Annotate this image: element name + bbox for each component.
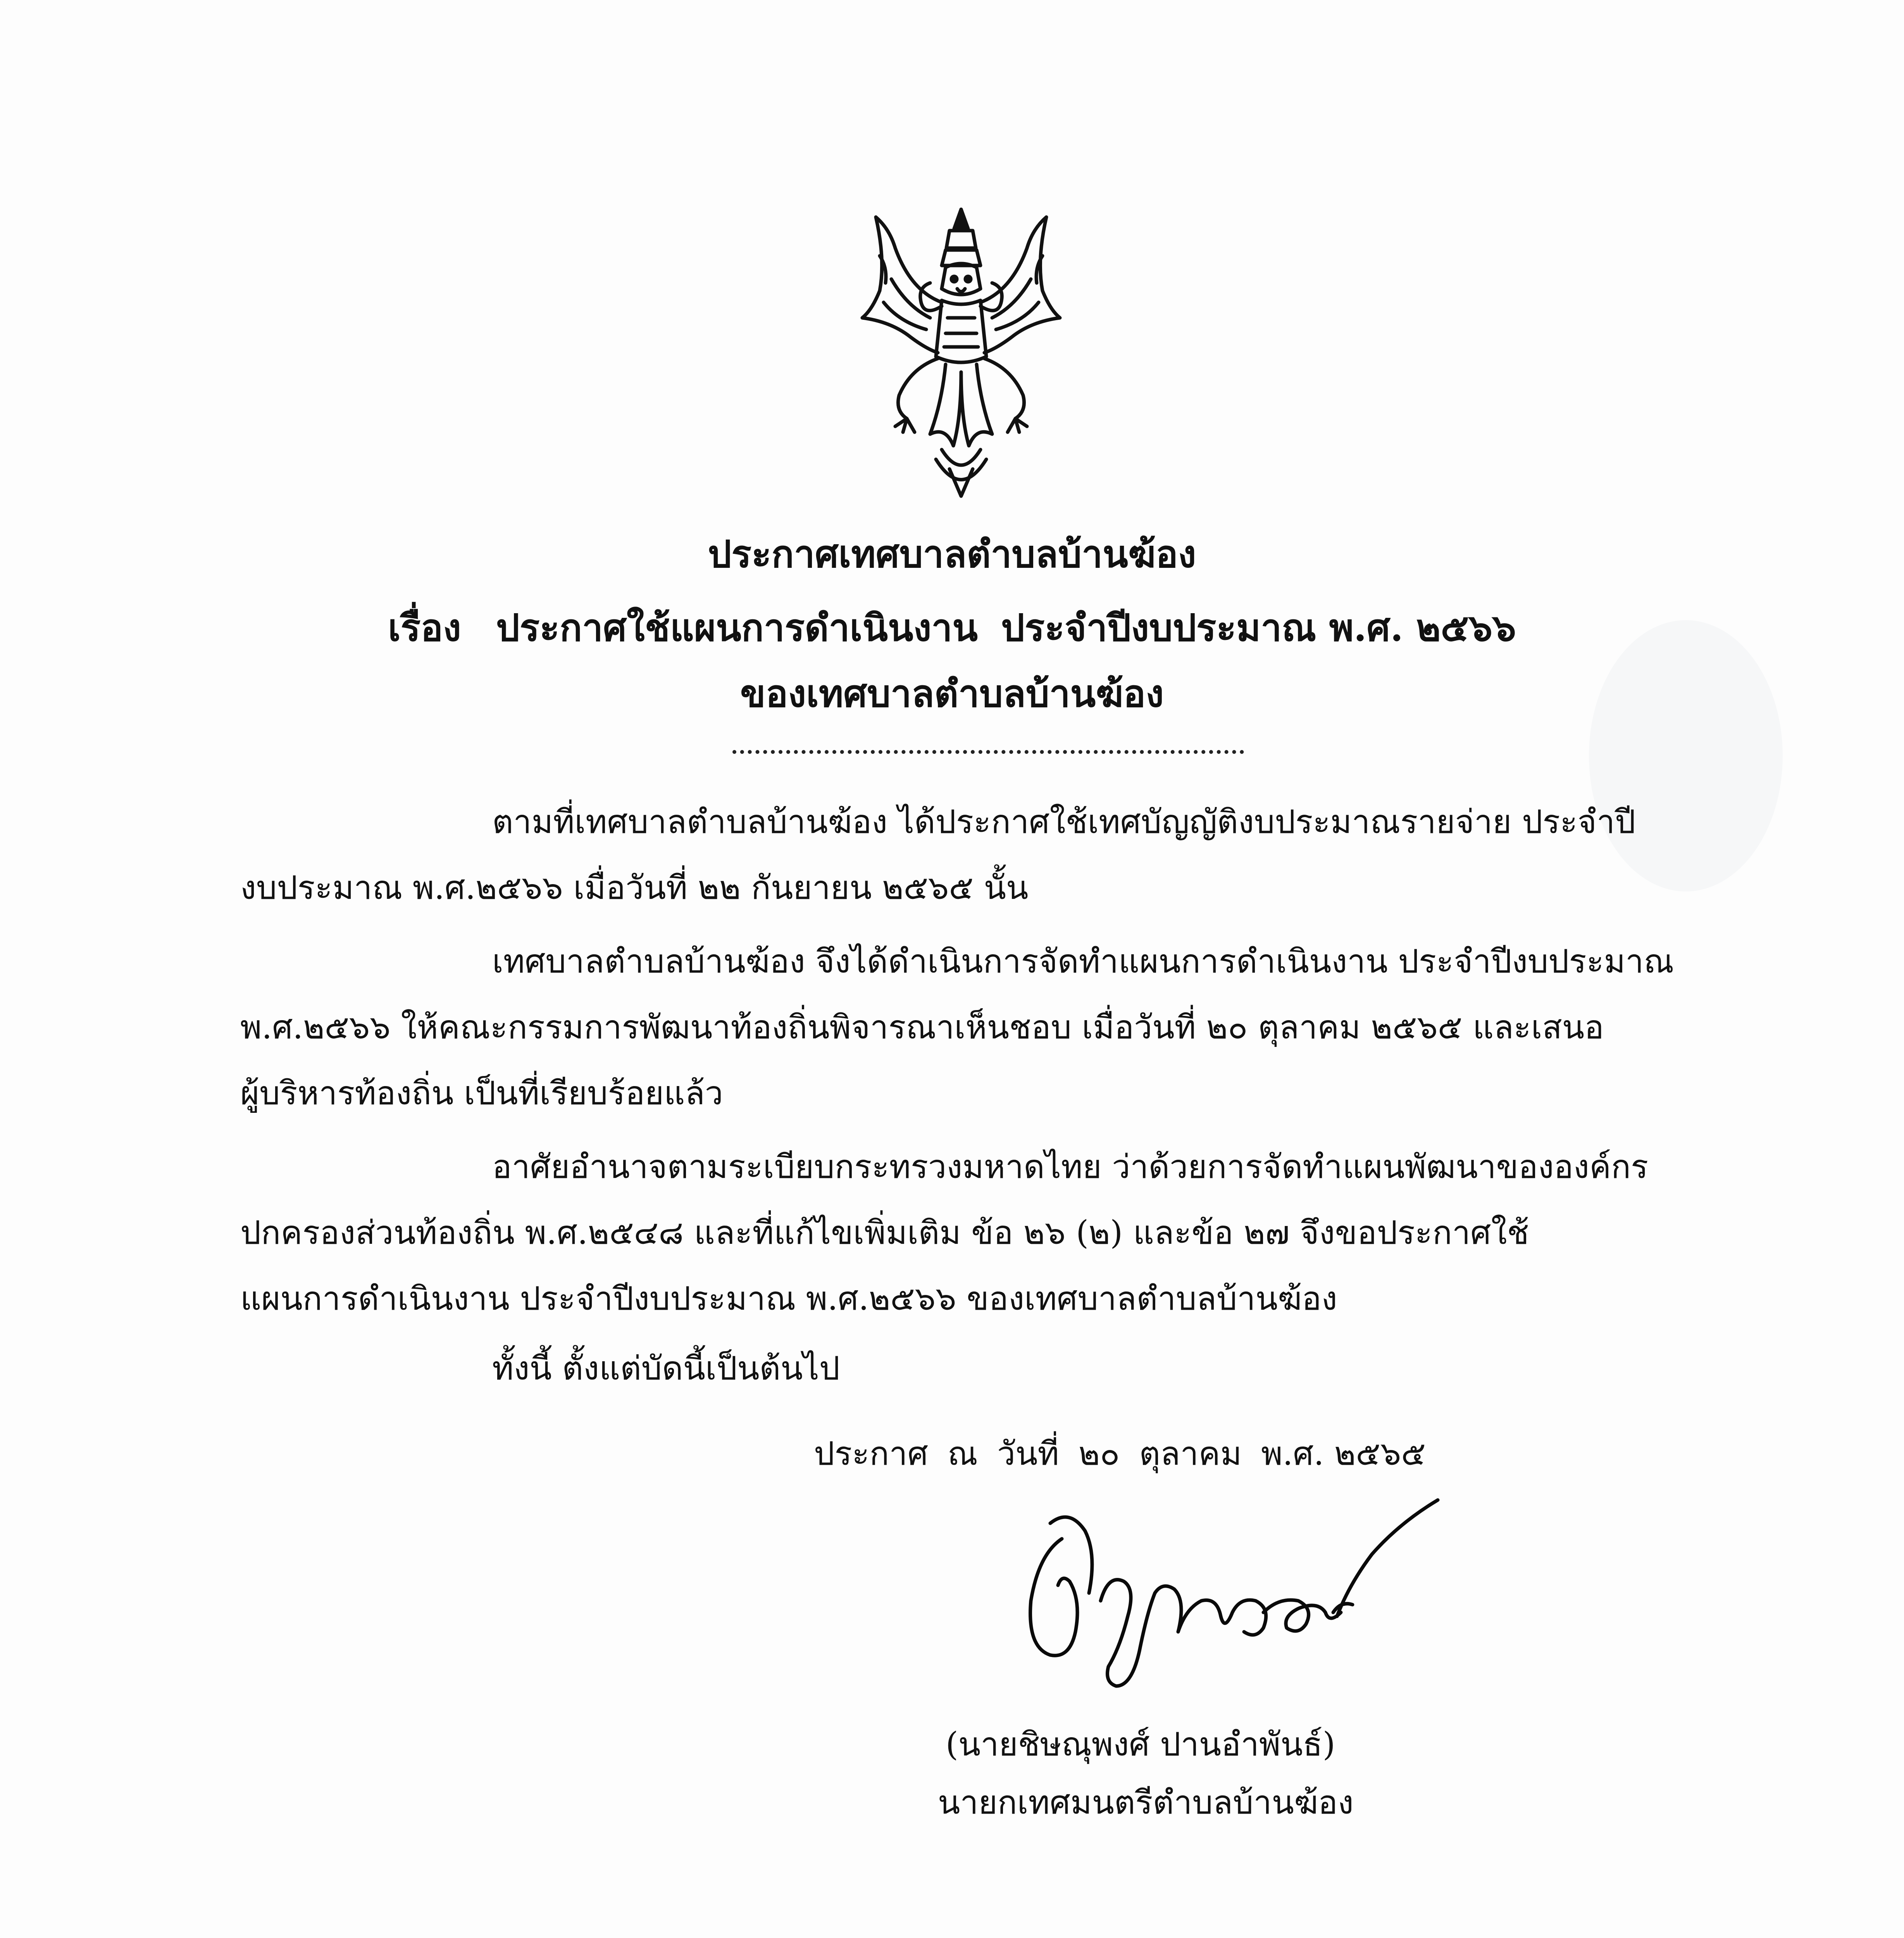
announcement-date [814, 1430, 1426, 1477]
handwritten-signature [992, 1485, 1457, 1733]
garuda-emblem-icon [853, 202, 1070, 504]
dotted-separator [732, 750, 1244, 754]
date-at-word: ณ [947, 1435, 978, 1472]
date-day: ๒๐ [1078, 1435, 1120, 1472]
paragraph-3-line-3: แผนการดำเนินงาน ประจำปีงบประมาณ พ.ศ.๒๕๖๖ ของเทศบาลตำบลบ้านฆ้อง [240, 1279, 1337, 1317]
date-year: พ.ศ. ๒๕๖๕ [1261, 1435, 1426, 1472]
paper-stain [1589, 620, 1783, 891]
date-announce-word: ประกาศ [814, 1435, 928, 1472]
paragraph-2-line-1: เทศบาลตำบลบ้านฆ้อง จึงได้ดำเนินการจัดทำแผนการดำเนินงาน ประจำปีงบประมาณ [492, 942, 1674, 980]
announcement-subject [0, 601, 1904, 655]
signer-position: นายกเทศมนตรีตำบลบ้านฆ้อง [938, 1783, 1354, 1821]
date-month: ตุลาคม [1139, 1435, 1242, 1472]
paragraph-2-line-2: พ.ศ.๒๕๖๖ ให้คณะกรรมการพัฒนาท้องถิ่นพิจารณาเห็นชอบ เมื่อวันที่ ๒๐ ตุลาคม ๒๕๖๕ และเสนอ [240, 1008, 1604, 1046]
subject-label: เรื่อง [388, 606, 461, 650]
subject-text-part1: ประกาศใช้แผนการดำเนินงาน [496, 606, 978, 650]
subject-text-part2: ประจำปีงบประมาณ พ.ศ. ๒๕๖๖ [1001, 606, 1516, 650]
paragraph-2-line-3: ผู้บริหารท้องถิ่น เป็นที่เรียบร้อยแล้ว [240, 1074, 723, 1112]
paragraph-4: ทั้งนี้ ตั้งแต่บัดนี้เป็นต้นไป [492, 1349, 840, 1387]
date-label: วันที่ [997, 1435, 1059, 1472]
paragraph-3-line-1: อาศัยอำนาจตามระเบียบกระทรวงมหาดไทย ว่าด้วยการจัดทำแผนพัฒนาขององค์กร [492, 1148, 1649, 1186]
signer-name: (นายชิษณุพงศ์ ปานอำพันธ์) [946, 1725, 1335, 1763]
paragraph-1-line-1: ตามที่เทศบาลตำบลบ้านฆ้อง ได้ประกาศใช้เทศบัญญัติงบประมาณรายจ่าย ประจำปี [492, 803, 1636, 841]
announcement-title: ประกาศเทศบาลตำบลบ้านฆ้อง [708, 532, 1196, 576]
paragraph-3-line-2: ปกครองส่วนท้องถิ่น พ.ศ.๒๕๔๘ และที่แก้ไขเพิ่มเติม ข้อ ๒๖ (๒) และข้อ ๒๗ จึงขอประกาศใช้ [240, 1214, 1529, 1252]
announcement-organization: ของเทศบาลตำบลบ้านฆ้อง [740, 672, 1164, 716]
paragraph-1-line-2: งบประมาณ พ.ศ.๒๕๖๖ เมื่อวันที่ ๒๒ กันยายน ๒๕๖๕ นั้น [240, 869, 1029, 907]
